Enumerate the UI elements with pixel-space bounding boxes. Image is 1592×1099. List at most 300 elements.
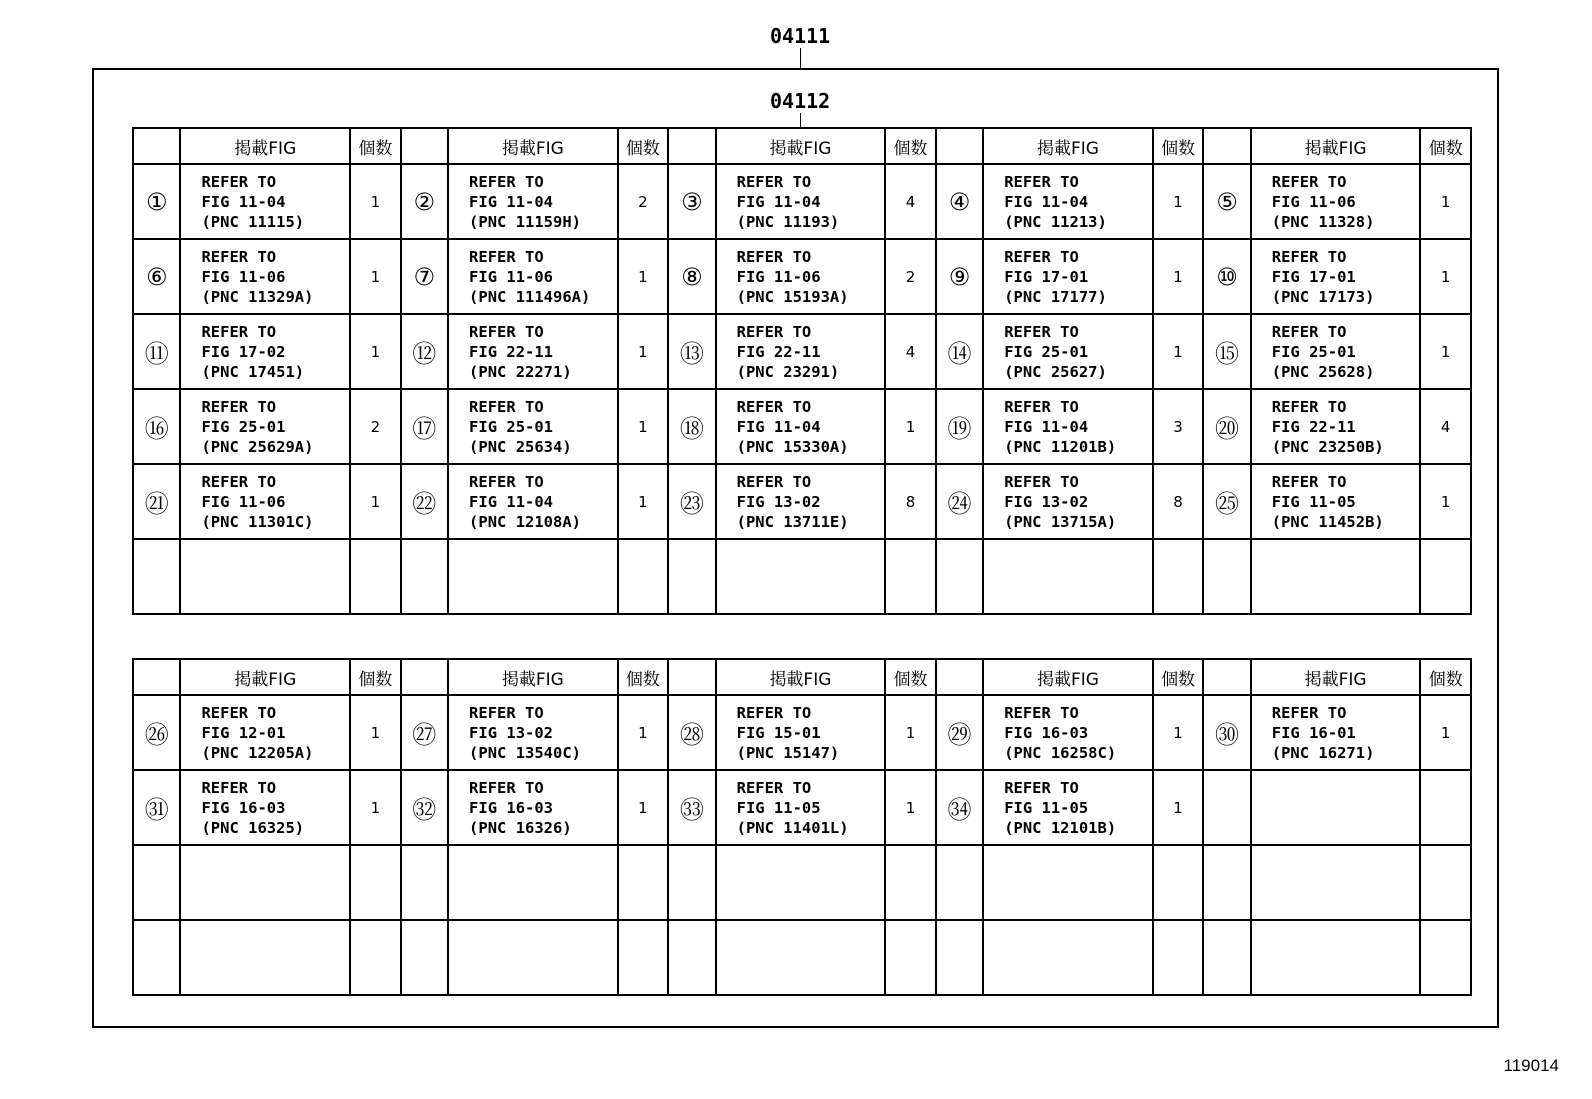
item-number [1203,920,1250,995]
reference-table-upper [132,127,1472,615]
reference-line: (PNC 25634) [469,437,572,456]
reference-line: FIG 15-01 [736,723,821,742]
table-row [133,314,1471,389]
quantity-cell: 1 [618,464,668,539]
reference-line: (PNC 12108A) [469,512,582,531]
reference-line: FIG 13-02 [736,492,821,511]
reference-line: REFER TO [1004,472,1079,491]
quantity-cell [1420,920,1471,995]
reference-line: (PNC 13715A) [1004,512,1117,531]
header-fig: 掲載FIG [1251,128,1421,164]
quantity-cell: 1 [1153,239,1203,314]
reference-line: (PNC 11159H) [469,212,582,231]
reference-line: FIG 25-01 [1004,342,1089,361]
reference-line: FIG 11-04 [736,417,821,436]
quantity-cell: 1 [885,770,935,845]
reference-line: REFER TO [1271,322,1347,341]
quantity-cell [1420,770,1471,845]
reference-cell [1251,464,1421,539]
reference-line: REFER TO [1271,397,1347,416]
quantity-cell: 3 [1153,389,1203,464]
reference-cell [1251,389,1421,464]
quantity-cell [350,845,400,920]
reference-line: FIG 11-05 [1004,798,1089,817]
reference-line: REFER TO [201,172,277,191]
reference-cell [1251,539,1421,614]
quantity-cell [350,539,400,614]
table-row [133,770,1471,845]
quantity-cell: 1 [618,770,668,845]
reference-line: FIG 11-05 [1271,492,1356,511]
reference-line: (PNC 22271) [469,362,572,381]
reference-line: (PNC 11452B) [1271,512,1384,531]
quantity-cell: 1 [350,164,400,239]
reference-line: (PNC 17177) [1004,287,1107,306]
reference-line: REFER TO [736,703,812,722]
reference-line: (PNC 25628) [1271,362,1375,381]
table-row [133,389,1471,464]
reference-cell [983,539,1153,614]
reference-line: (PNC 25629A) [201,437,314,456]
reference-line: (PNC 11328) [1271,212,1375,231]
reference-line: REFER TO [736,472,812,491]
reference-line: REFER TO [1004,322,1079,341]
reference-cell [1251,920,1421,995]
item-number: ② [401,164,448,239]
item-number [936,845,983,920]
reference-line: (PNC 23250B) [1271,437,1384,456]
table-row [133,920,1471,995]
reference-cell [448,164,618,239]
quantity-cell: 4 [885,314,935,389]
reference-line: (PNC 12205A) [201,743,314,762]
item-number: ⑬ [668,314,715,389]
reference-cell [983,164,1153,239]
item-number [133,920,180,995]
quantity-cell: 1 [1153,770,1203,845]
quantity-cell: 1 [1420,164,1471,239]
reference-cell [983,695,1153,770]
quantity-cell: 1 [1420,239,1471,314]
quantity-cell [1153,539,1203,614]
reference-line: (PNC 11401L) [736,818,849,837]
reference-line: FIG 11-05 [736,798,821,817]
reference-cell [1251,845,1421,920]
header-blank [668,659,715,695]
header-row [133,659,1471,695]
reference-line: REFER TO [201,322,277,341]
reference-cell [448,845,618,920]
reference-line: FIG 11-06 [201,492,286,511]
quantity-cell: 1 [350,770,400,845]
quantity-cell: 1 [1153,164,1203,239]
reference-cell [180,695,350,770]
reference-cell [180,239,350,314]
header-fig: 掲載FIG [1251,659,1421,695]
item-number: ㉕ [1203,464,1250,539]
reference-line: FIG 16-03 [201,798,286,817]
reference-line: (PNC 23291) [736,362,840,381]
reference-cell [716,164,886,239]
reference-cell [448,695,618,770]
reference-cell [983,239,1153,314]
quantity-cell [618,539,668,614]
header-qty: 個数 [885,659,935,695]
header-fig: 掲載FIG [448,659,618,695]
header-qty: 個数 [885,128,935,164]
reference-line: FIG 16-03 [469,798,554,817]
reference-line: REFER TO [469,247,544,266]
reference-line: FIG 25-01 [1271,342,1356,361]
item-number: ㉑ [133,464,180,539]
reference-cell [448,920,618,995]
header-qty: 個数 [350,128,400,164]
reference-line: REFER TO [201,247,277,266]
reference-line: REFER TO [469,472,544,491]
quantity-cell: 1 [1153,695,1203,770]
reference-cell [716,314,886,389]
reference-cell [716,239,886,314]
reference-line: REFER TO [469,703,544,722]
reference-line: (PNC 11115) [201,212,305,231]
reference-line: REFER TO [469,397,544,416]
reference-line: FIG 17-01 [1271,267,1356,286]
item-number: ㉘ [668,695,715,770]
item-number: ⑧ [668,239,715,314]
reference-line: (PNC 16325) [201,818,305,837]
item-number: ⑲ [936,389,983,464]
reference-cell [180,164,350,239]
item-number: ⑦ [401,239,448,314]
reference-line: FIG 16-01 [1271,723,1356,742]
header-fig: 掲載FIG [180,128,350,164]
header-blank [936,128,983,164]
reference-line: (PNC 111496A) [469,287,591,306]
item-number: ㉖ [133,695,180,770]
reference-line: FIG 22-11 [1271,417,1356,436]
item-number: ⑪ [133,314,180,389]
reference-line: REFER TO [1004,397,1079,416]
item-number: ⑳ [1203,389,1250,464]
item-number: ㉝ [668,770,715,845]
item-number: ⑯ [133,389,180,464]
reference-line: REFER TO [1271,703,1347,722]
header-qty: 個数 [1420,128,1471,164]
item-number: ④ [936,164,983,239]
header-row [133,128,1471,164]
reference-cell [1251,314,1421,389]
item-number: ⑮ [1203,314,1250,389]
header-qty: 個数 [350,659,400,695]
reference-line: REFER TO [736,172,812,191]
reference-cell [448,389,618,464]
item-number: ⑫ [401,314,448,389]
item-number: ㉛ [133,770,180,845]
reference-cell [1251,164,1421,239]
reference-cell [983,770,1153,845]
reference-cell [448,770,618,845]
reference-line: FIG 25-01 [201,417,286,436]
reference-cell [180,539,350,614]
item-number: ㉓ [668,464,715,539]
item-number [936,539,983,614]
leader-line-04112 [800,113,801,128]
reference-line: (PNC 16326) [469,818,572,837]
reference-line: FIG 13-02 [1004,492,1089,511]
item-number: ③ [668,164,715,239]
reference-cell [983,920,1153,995]
header-qty: 個数 [618,659,668,695]
item-number [401,845,448,920]
quantity-cell: 1 [350,695,400,770]
quantity-cell [618,920,668,995]
table-row [133,464,1471,539]
header-blank [936,659,983,695]
reference-line: REFER TO [736,778,812,797]
quantity-cell: 2 [885,239,935,314]
table-row [133,695,1471,770]
reference-cell [716,695,886,770]
reference-line: (PNC 17173) [1271,287,1375,306]
reference-line: REFER TO [1004,172,1079,191]
reference-cell [180,314,350,389]
reference-line: FIG 11-04 [1004,192,1089,211]
reference-line: FIG 17-02 [201,342,286,361]
figure-id: 119014 [1503,1056,1559,1075]
item-number [668,920,715,995]
reference-cell [180,389,350,464]
reference-line: (PNC 15147) [736,743,840,762]
reference-line: (PNC 11193) [736,212,840,231]
header-qty: 個数 [618,128,668,164]
reference-line: FIG 13-02 [469,723,554,742]
quantity-cell: 1 [1420,695,1471,770]
quantity-cell [885,539,935,614]
item-number: ⑥ [133,239,180,314]
item-number: ㉚ [1203,695,1250,770]
reference-line: REFER TO [201,703,277,722]
reference-line: REFER TO [469,322,544,341]
quantity-cell: 4 [885,164,935,239]
reference-cell [716,539,886,614]
item-number: ㉔ [936,464,983,539]
header-blank [1203,659,1250,695]
header-qty: 個数 [1153,128,1203,164]
item-number: ⑨ [936,239,983,314]
assembly-label-04111: 04111 [770,24,831,48]
reference-line: REFER TO [1271,172,1347,191]
quantity-cell: 2 [618,164,668,239]
item-number: ㉗ [401,695,448,770]
item-number: ⑤ [1203,164,1250,239]
item-number [1203,539,1250,614]
reference-cell [180,920,350,995]
quantity-cell [885,920,935,995]
reference-line: REFER TO [1004,778,1079,797]
table-row [133,539,1471,614]
reference-cell [448,539,618,614]
quantity-cell: 8 [1153,464,1203,539]
quantity-cell [350,920,400,995]
header-qty: 個数 [1153,659,1203,695]
reference-cell [716,770,886,845]
reference-line: (PNC 13540C) [469,743,582,762]
reference-line: FIG 25-01 [469,417,554,436]
reference-cell [448,314,618,389]
quantity-cell: 2 [350,389,400,464]
reference-line: FIG 12-01 [201,723,286,742]
reference-line: FIG 11-04 [469,492,554,511]
reference-cell [983,845,1153,920]
reference-line: FIG 11-06 [1271,192,1356,211]
item-number [668,539,715,614]
quantity-cell: 1 [1153,314,1203,389]
reference-cell [1251,695,1421,770]
reference-cell [1251,770,1421,845]
quantity-cell: 1 [618,695,668,770]
reference-cell [716,845,886,920]
header-fig: 掲載FIG [448,128,618,164]
quantity-cell [1153,845,1203,920]
header-blank [133,128,180,164]
reference-line: REFER TO [736,322,812,341]
table-row [133,164,1471,239]
reference-line: REFER TO [1271,472,1347,491]
item-number [1203,845,1250,920]
quantity-cell: 1 [1420,464,1471,539]
quantity-cell: 1 [618,389,668,464]
reference-line: FIG 11-06 [201,267,286,286]
reference-line: FIG 11-06 [469,267,554,286]
header-fig: 掲載FIG [716,659,886,695]
reference-table-lower [132,658,1472,996]
header-blank [133,659,180,695]
item-number: ㉜ [401,770,448,845]
item-number [936,920,983,995]
reference-line: (PNC 16258C) [1004,743,1117,762]
table-row [133,845,1471,920]
reference-line: (PNC 11213) [1004,212,1107,231]
reference-line: (PNC 11201B) [1004,437,1117,456]
reference-line: (PNC 15193A) [736,287,849,306]
quantity-cell [1153,920,1203,995]
reference-cell [983,464,1153,539]
reference-line: FIG 22-11 [736,342,821,361]
reference-line: REFER TO [201,778,277,797]
item-number [668,845,715,920]
reference-cell [983,389,1153,464]
header-blank [401,659,448,695]
reference-line: (PNC 11329A) [201,287,314,306]
reference-line: FIG 11-04 [469,192,554,211]
reference-line: (PNC 16271) [1271,743,1375,762]
leader-line-04111 [800,48,801,68]
header-fig: 掲載FIG [983,128,1153,164]
header-fig: 掲載FIG [716,128,886,164]
reference-cell [180,770,350,845]
reference-cell [180,464,350,539]
reference-line: REFER TO [201,397,277,416]
quantity-cell: 1 [885,389,935,464]
item-number [401,920,448,995]
quantity-cell [885,845,935,920]
reference-line: REFER TO [1004,703,1079,722]
quantity-cell [618,845,668,920]
quantity-cell [1420,539,1471,614]
reference-line: FIG 17-01 [1004,267,1089,286]
item-number: ㉞ [936,770,983,845]
reference-line: (PNC 15330A) [736,437,849,456]
quantity-cell: 1 [350,464,400,539]
quantity-cell [1420,845,1471,920]
reference-line: FIG 16-03 [1004,723,1089,742]
header-fig: 掲載FIG [180,659,350,695]
reference-line: REFER TO [469,172,544,191]
reference-line: FIG 11-04 [1004,417,1089,436]
item-number [133,845,180,920]
header-fig: 掲載FIG [983,659,1153,695]
reference-cell [716,920,886,995]
quantity-cell: 1 [885,695,935,770]
reference-cell [448,464,618,539]
table-row [133,239,1471,314]
reference-line: REFER TO [1004,247,1079,266]
header-blank [1203,128,1250,164]
reference-line: REFER TO [1271,247,1347,266]
quantity-cell: 1 [1420,314,1471,389]
header-blank [668,128,715,164]
reference-line: (PNC 13711E) [736,512,849,531]
item-number [133,539,180,614]
reference-line: (PNC 11301C) [201,512,314,531]
item-number: ⑰ [401,389,448,464]
item-number: ㉙ [936,695,983,770]
item-number [1203,770,1250,845]
reference-cell [1251,239,1421,314]
assembly-label-04112: 04112 [770,89,831,113]
header-blank [401,128,448,164]
reference-line: FIG 11-04 [736,192,821,211]
reference-line: (PNC 17451) [201,362,305,381]
quantity-cell: 1 [350,239,400,314]
item-number: ㉒ [401,464,448,539]
item-number [401,539,448,614]
quantity-cell: 8 [885,464,935,539]
reference-line: REFER TO [201,472,277,491]
reference-line: (PNC 25627) [1004,362,1107,381]
reference-line: FIG 11-06 [736,267,821,286]
reference-line: (PNC 12101B) [1004,818,1117,837]
reference-cell [448,239,618,314]
quantity-cell: 4 [1420,389,1471,464]
item-number: ⑭ [936,314,983,389]
reference-line: REFER TO [736,247,812,266]
reference-cell [983,314,1153,389]
reference-line: FIG 22-11 [469,342,554,361]
reference-cell [716,389,886,464]
header-qty: 個数 [1420,659,1471,695]
reference-line: FIG 11-04 [201,192,286,211]
quantity-cell: 1 [618,314,668,389]
reference-line: REFER TO [736,397,812,416]
item-number: ⑱ [668,389,715,464]
reference-cell [180,845,350,920]
item-number: ⑩ [1203,239,1250,314]
quantity-cell: 1 [350,314,400,389]
reference-cell [716,464,886,539]
item-number: ① [133,164,180,239]
quantity-cell: 1 [618,239,668,314]
